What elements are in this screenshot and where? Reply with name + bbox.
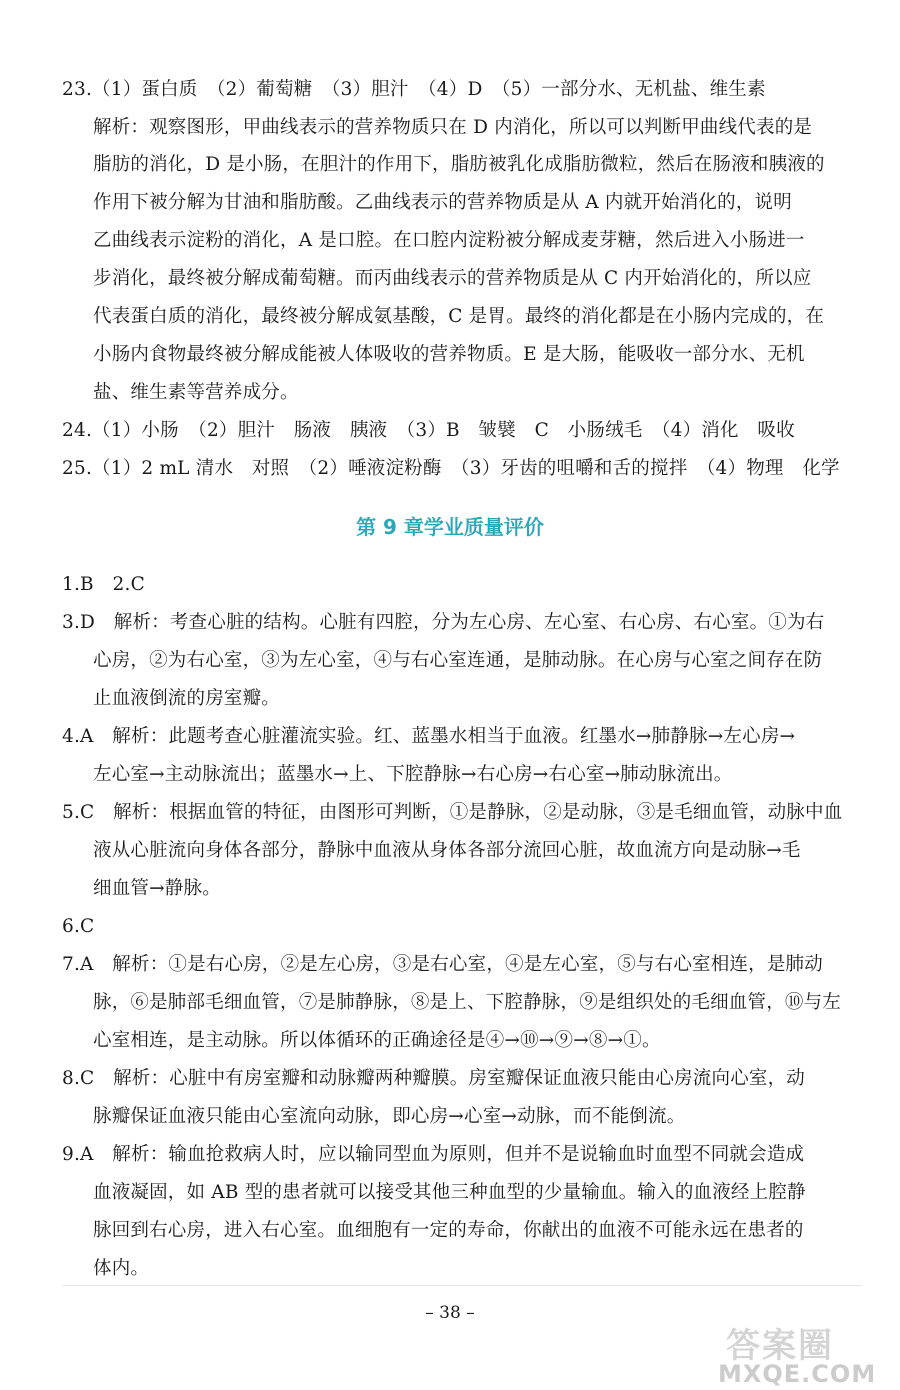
text-line: 左心室→主动脉流出；蓝墨水→上、下腔静脉→右心房→右心室→肺动脉流出。 <box>93 764 733 785</box>
text-line: 脉，⑥是肺部毛细血管，⑦是肺静脉，⑧是上、下腔静脉，⑨是组织处的毛细血管，⑩与左 <box>93 992 842 1013</box>
answer-25: 25.（1）2 mL 清水 对照 （2）唾液淀粉酶 （3）牙齿的咀嚼和舌的搅拌 （4）物理 化学 <box>62 458 840 479</box>
answer-5: 5.C 解析：根据血管的特征，由图形可判断，①是静脉，②是动脉，③是毛细血管，动脉中血 <box>62 802 843 823</box>
text-line: 步消化，最终被分解成葡萄糖。而丙曲线表示的营养物质是从 C 内开始消化的，所以应 <box>93 268 812 289</box>
section-heading: 第 9 章学业质量评价 <box>356 515 544 539</box>
answer-23-explanation: 解析：观察图形，甲曲线表示的营养物质只在 D 内消化，所以可以判断甲曲线代表的是 <box>93 117 813 138</box>
text-line: 盐、维生素等营养成分。 <box>93 382 299 403</box>
text-line: 小肠内食物最终被分解成能被人体吸收的营养物质。E 是大肠，能吸收一部分水、无机 <box>93 344 805 365</box>
watermark <box>718 1318 898 1388</box>
text-line: 体内。 <box>93 1258 150 1279</box>
text-line: 心房，②为右心室，③为左心室，④与右心室连通，是肺动脉。在心房与心室之间存在防 <box>93 650 823 671</box>
watermark-logo: 答案圈 <box>726 1326 834 1366</box>
answer-6: 6.C <box>62 916 95 937</box>
footer-divider <box>62 1285 862 1286</box>
page-number: – 38 – <box>425 1303 475 1323</box>
text-line: 止血液倒流的房室瓣。 <box>93 688 281 709</box>
watermark-site: MXQE.COM <box>718 1360 877 1388</box>
answer-8: 8.C 解析：心脏中有房室瓣和动脉瓣两种瓣膜。房室瓣保证血液只能由心房流向心室，动 <box>62 1068 806 1089</box>
text-line: 脉回到右心房，进入右心室。血细胞有一定的寿命，你献出的血液不可能永远在患者的 <box>93 1220 804 1241</box>
text-line: 脉瓣保证血液只能由心室流向动脉，即心房→心室→动脉，而不能倒流。 <box>93 1106 686 1127</box>
answer-1-2: 1.B 2.C <box>62 574 145 595</box>
text-line: 脂肪的消化，D 是小肠，在胆汁的作用下，脂肪被乳化成脂肪微粒，然后在肠液和胰液的 <box>93 154 825 175</box>
text-line: 血液凝固，如 AB 型的患者就可以接受其他三种血型的少量输血。输入的血液经上腔静 <box>93 1182 806 1203</box>
answer-3: 3.D 解析：考查心脏的结构。心脏有四腔，分为左心房、左心室、右心房、右心室。①为右 <box>62 612 825 633</box>
text-line: 代表蛋白质的消化，最终被分解成氨基酸，C 是胃。最终的消化都是在小肠内完成的，在 <box>93 306 825 327</box>
answer-7: 7.A 解析：①是右心房，②是左心房，③是右心室，④是左心室，⑤与右心室相连，是肺动 <box>62 954 823 975</box>
text-line: 心室相连，是主动脉。所以体循环的正确途径是④→⑩→⑨→⑧→①。 <box>93 1030 661 1051</box>
text-line: 乙曲线表示淀粉的消化，A 是口腔。在口腔内淀粉被分解成麦芽糖，然后进入小肠进一 <box>93 230 805 251</box>
answer-4: 4.A 解析：此题考查心脏灌流实验。红、蓝墨水相当于血液。红墨水→肺静脉→左心房→ <box>62 726 796 747</box>
answer-24: 24.（1）小肠 （2）胆汁 肠液 胰液 （3）B 皱襞 C 小肠绒毛 （4）消化 吸收 <box>62 420 795 441</box>
text-line: 作用下被分解为甘油和脂肪酸。乙曲线表示的营养物质是从 A 内就开始消化的，说明 <box>93 192 792 213</box>
text-line: 液从心脏流向身体各部分，静脉中血液从身体各部分流回心脏，故血流方向是动脉→毛 <box>93 840 801 861</box>
text-line: 细血管→静脉。 <box>93 878 221 899</box>
answer-9: 9.A 解析：输血抢救病人时，应以输同型血为原则，但并不是说输血时血型不同就会造成 <box>62 1144 805 1165</box>
answer-23: 23.（1）蛋白质 （2）葡萄糖 （3）胆汁 （4）D （5）一部分水、无机盐、维生素 <box>62 79 766 100</box>
